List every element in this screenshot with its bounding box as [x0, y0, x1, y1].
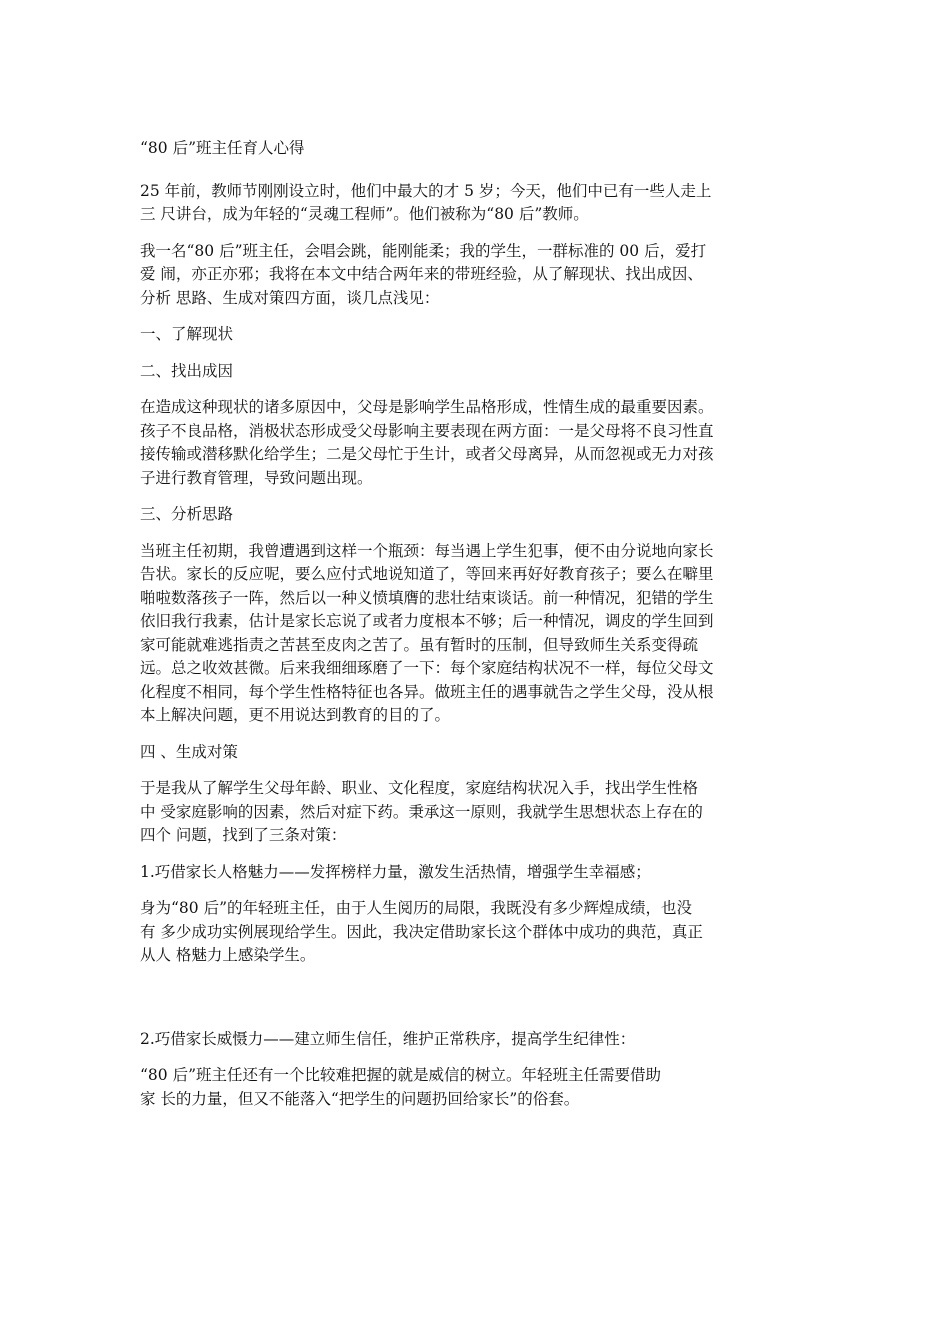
paragraph-line: 有 多少成功实例展现给学生。因此，我决定借助家长这个群体中成功的典范，真正 — [140, 922, 703, 941]
paragraph-line: 爱 闹，亦正亦邪；我将在本文中结合两年来的带班经验，从了解现状、找出成因、 — [140, 265, 703, 283]
paragraph-line: 分析 思路、生成对策四方面，谈几点浅见： — [140, 288, 440, 307]
paragraph-line: 子进行教育管理，导致问题出现。 — [140, 468, 373, 487]
paragraph-intro — [140, 180, 812, 227]
paragraph-line: 四个 问题，找到了三条对策： — [140, 826, 347, 844]
paragraph-line: 家 长的力量，但又不能落入“把学生的问题扔回给家长”的俗套。 — [140, 1089, 580, 1108]
section-heading-3 — [140, 503, 812, 527]
paragraph-line: 25 年前，教师节刚刚设立时，他们中最大的才 5 岁；今天，他们中已有一些人走上 — [140, 181, 712, 200]
paragraph-analysis — [140, 540, 812, 728]
heading-text: 四 、生成对策 — [140, 742, 238, 761]
heading-text: 三、分析思路 — [140, 505, 234, 523]
paragraph-line: 我一名“80 后”班主任，会唱会跳，能刚能柔；我的学生，一群标准的 00 后，爱打 — [140, 241, 707, 260]
paragraph-line: 身为“80 后”的年轻班主任，由于人生阅历的局限，我既没有多少辉煌成绩，也没 — [140, 899, 693, 917]
paragraph-line: 当班主任初期，我曾遭遇到这样一个瓶颈：每当遇上学生犯事，便不由分说地向家长 — [140, 541, 714, 560]
paragraph-line: 远。总之收效甚微。后来我细细琢磨了一下：每个家庭结构状况不一样，每位父母文 — [140, 659, 714, 677]
paragraph-line: “80 后”班主任还有一个比较难把握的就是威信的树立。年轻班主任需要借助 — [140, 1066, 662, 1084]
paragraph-line: 啪啦数落孩子一阵，然后以一种义愤填膺的悲壮结束谈话。前一种情况，犯错的学生 — [140, 588, 714, 607]
document-title — [140, 137, 812, 161]
heading-text: 二、找出成因 — [140, 361, 234, 380]
title-text: “80 后”班主任育人心得 — [140, 139, 305, 157]
paragraph-line: 于是我从了解学生父母年龄、职业、文化程度，家庭结构状况入手，找出学生性格 — [140, 779, 699, 797]
paragraph-line: 从人 格魅力上感染学生。 — [140, 946, 316, 964]
document-page — [140, 137, 812, 1124]
section-heading-2 — [140, 360, 812, 384]
paragraph-line: 依旧我行我素，估计是家长忘说了或者力度根本不够；后一种情况，调皮的学生回到 — [140, 612, 714, 630]
paragraph-line: 家可能就难逃指责之苦甚至皮肉之苦了。虽有暂时的压制，但导致师生关系变得疏 — [140, 635, 699, 654]
paragraph-line: 本上解决问题，更不用说达到教育的目的了。 — [140, 706, 451, 724]
paragraph-strategy-2 — [140, 1064, 812, 1111]
section-heading-4 — [140, 741, 812, 765]
strategy-item-1-heading — [140, 861, 812, 885]
heading-text: 一、了解现状 — [140, 325, 234, 343]
paragraph-line: 接传输或潜移默化给学生；二是父母忙于生计，或者父母离异，从而忽视或无力对孩 — [140, 445, 714, 463]
paragraph-self-intro — [140, 240, 812, 311]
paragraph-line: 化程度不相同，每个学生性格特征也各异。做班主任的遇事就告之学生父母，没从根 — [140, 682, 714, 701]
strategy-item-2-heading — [140, 1028, 812, 1052]
paragraph-causes — [140, 396, 812, 490]
paragraph-line: 告状。家长的反应呢，要么应付式地说知道了，等回来再好好教育孩子；要么在噼里 — [140, 565, 714, 583]
heading-text: 1.巧借家长人格魅力——发挥榜样力量，激发生活热情，增强学生幸福感； — [140, 862, 651, 881]
paragraph-line: 孩子不良品格，消极状态形成受父母影响主要表现在两方面：一是父母将不良习性直 — [140, 421, 714, 440]
paragraph-strategy-1 — [140, 897, 812, 968]
paragraph-strategy — [140, 777, 812, 848]
section-heading-1 — [140, 323, 812, 347]
paragraph-line: 在造成这种现状的诸多原因中，父母是影响学生品格形成，性情生成的最重要因素。 — [140, 398, 714, 416]
paragraph-line: 三 尺讲台，成为年轻的“灵魂工程师”。他们被称为“80 后”教师。 — [140, 205, 589, 223]
paragraph-line: 中 受家庭影响的因素，然后对症下药。秉承这一原则，我就学生思想状态上存在的 — [140, 802, 703, 821]
heading-text: 2.巧借家长威慑力——建立师生信任，维护正常秩序，提高学生纪律性： — [140, 1029, 636, 1048]
